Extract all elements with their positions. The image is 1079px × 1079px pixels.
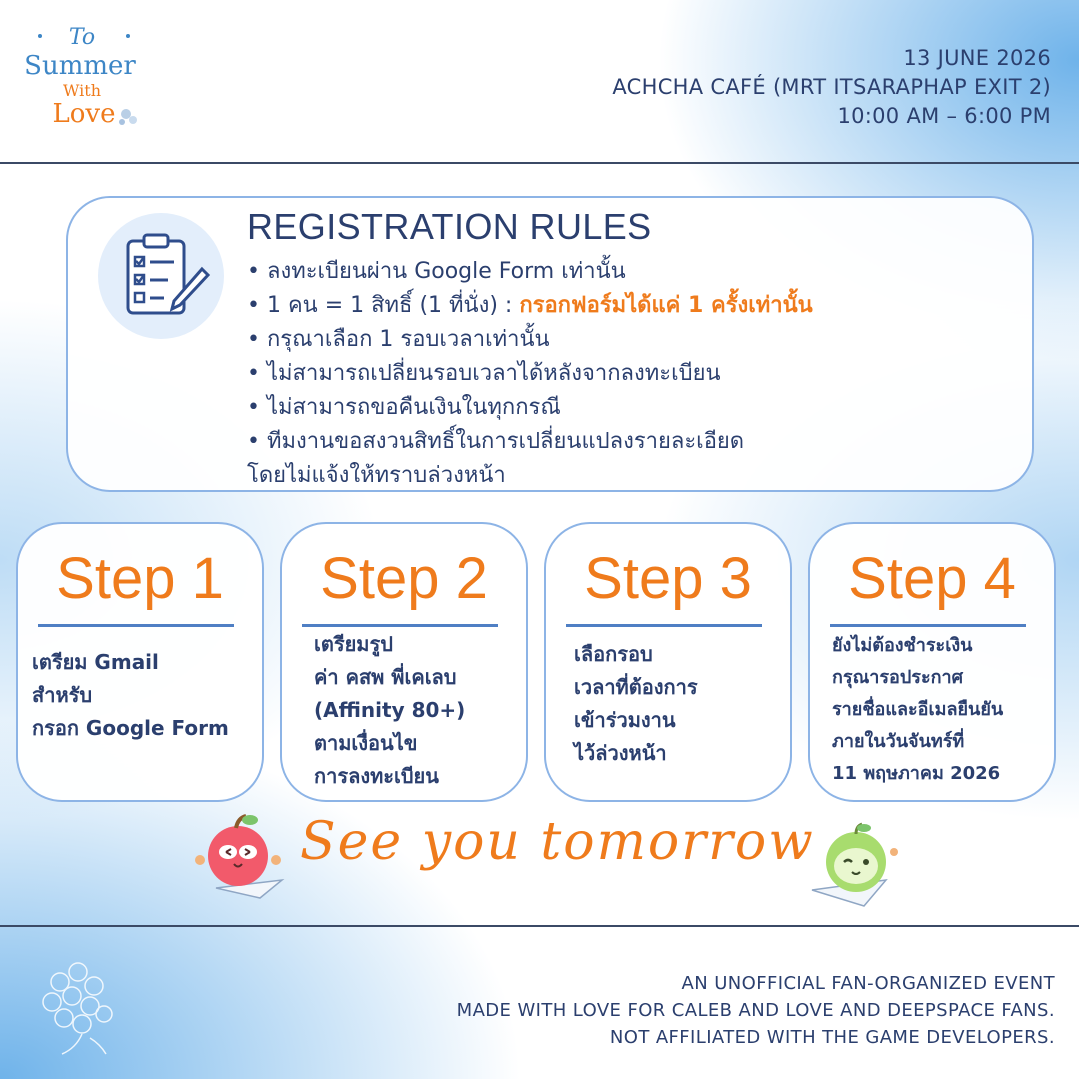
step-3-text: เลือกรอบ เวลาที่ต้องการ เข้าร่วมงาน ไว้ล่วงหน้า <box>574 642 698 765</box>
disclaimer-text: AN UNOFFICIAL FAN-ORGANIZED EVENT MADE WITH LOVE FOR CALEB AND LOVE AND DEEPSPACE FANS. NOT AFFILIATED WITH THE GAME DEVELOPERS. <box>456 973 1055 1048</box>
green-apple-mascot-icon <box>806 822 910 908</box>
step-2-title: Step 2 <box>320 546 488 611</box>
hydrangea-icon <box>20 942 140 1062</box>
svg-text:To: To <box>68 25 96 50</box>
red-apple-mascot-icon <box>186 810 290 900</box>
step-4-title: Step 4 <box>848 546 1016 611</box>
step-1-underline <box>38 624 234 627</box>
rule-item-continued: โดยไม่แจ้งให้ทราบล่วงหน้า <box>247 463 506 488</box>
rule-item: • ลงทะเบียนผ่าน Google Form เท่านั้น <box>247 259 626 284</box>
event-time: 10:00 AM – 6:00 PM <box>837 104 1051 128</box>
rule-item: • ไม่สามารถขอคืนเงินในทุกกรณี <box>247 395 561 420</box>
step-2-underline <box>302 624 498 627</box>
rule-item: • ไม่สามารถเปลี่ยนรอบเวลาได้หลังจากลงทะเบียน <box>247 361 721 386</box>
rules-list <box>247 255 813 493</box>
footer-divider <box>0 925 1079 927</box>
header-divider <box>0 162 1079 164</box>
step-4-text: ยังไม่ต้องชำระเงิน กรุณารอประกาศ รายชื่อและอีเมลยืนยัน ภายในวันจันทร์ที่ 11 พฤษภาคม 2026 <box>832 635 1004 784</box>
step-3-title: Step 3 <box>584 546 752 611</box>
step-1-title: Step 1 <box>56 546 224 611</box>
step-1-text: เตรียม Gmail สำหรับ กรอก Google Form <box>32 650 229 740</box>
rules-title: REGISTRATION RULES <box>247 206 652 247</box>
svg-text:With: With <box>62 81 102 100</box>
clipboard-checklist-icon <box>98 213 224 339</box>
step-2-text: เตรียมรูป ค่า คสพ พี่เคเลบ (Affinity 80+) ตามเงื่อนไข การลงทะเบียน <box>314 632 466 788</box>
event-date: 13 JUNE 2026 <box>903 46 1051 70</box>
rule-item: • ทีมงานขอสงวนสิทธิ์ในการเปลี่ยนแปลงรายละเอียด <box>247 429 745 454</box>
rule-item: • กรุณาเลือก 1 รอบเวลาเท่านั้น <box>247 327 550 352</box>
rule-item: • 1 คน = 1 สิทธิ์ (1 ที่นั่ง) : กรอกฟอร์มได้แค่ 1 ครั้งเท่านั้น <box>247 293 813 318</box>
svg-text:Love: Love <box>52 99 116 129</box>
rule-highlight: กรอกฟอร์มได้แค่ 1 ครั้งเท่านั้น <box>519 293 813 318</box>
event-info <box>612 44 1051 131</box>
step-4-underline <box>830 624 1026 627</box>
step-3-underline <box>566 624 762 627</box>
see-you-tomorrow-text: See you tomorrow <box>300 812 815 872</box>
event-logo <box>18 22 148 134</box>
event-venue: ACHCHA CAFÉ (MRT ITSARAPHAP EXIT 2) <box>612 75 1051 99</box>
svg-text:Summer: Summer <box>24 51 136 81</box>
